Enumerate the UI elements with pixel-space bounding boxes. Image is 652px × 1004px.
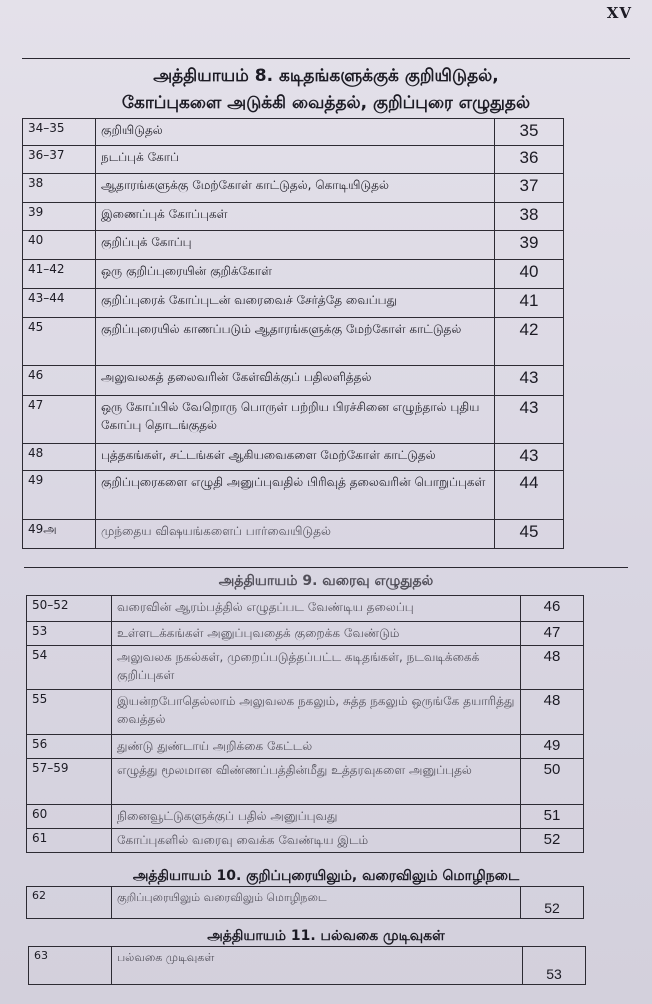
table-row — [27, 596, 584, 622]
section-number: 34–35 — [23, 119, 96, 146]
table-row — [23, 289, 564, 318]
section-title: ஒரு குறிப்புரையின் குறிக்கோள் — [96, 260, 495, 289]
section-title: ஆதாரங்களுக்கு மேற்கோள் காட்டுதல், கொடியிடுதல் — [96, 174, 495, 203]
table-row — [23, 520, 564, 549]
chapter9-title: அத்தியாயம் 9. வரைவு எழுதுதல் — [218, 573, 434, 589]
section-title: குறிப்புரையில் காணப்படும் ஆதாரங்களுக்கு மேற்கோள் காட்டுதல் — [96, 318, 495, 366]
section-title: குறிப்புரையிலும் வரைவிலும் மொழிநடை — [112, 887, 521, 919]
section-number: 43–44 — [23, 289, 96, 318]
section-title: உள்ளடக்கங்கள் அனுப்புவதைக் குறைக்க வேண்டும் — [112, 622, 521, 646]
table-row — [23, 471, 564, 520]
section-number: 40 — [23, 231, 96, 260]
table-row — [23, 366, 564, 396]
page-ref: 52 — [521, 829, 584, 853]
chapter11-contents-table — [28, 946, 586, 985]
chapter10-title: அத்தியாயம் 10. குறிப்புரையிலும், வரைவிலும் மொழிநடை — [132, 868, 520, 884]
section-number: 50–52 — [27, 596, 112, 622]
page-ref: 42 — [495, 318, 564, 366]
section-number: 36–37 — [23, 146, 96, 174]
page-ref: 44 — [495, 471, 564, 520]
table-row — [23, 318, 564, 366]
table-row — [27, 805, 584, 829]
section-title: இயன்றபோதெல்லாம் அலுவலக நகலும், சுத்த நகலும் ஒருங்கே தயாரித்து வைத்தல் — [112, 690, 521, 735]
page-ref: 53 — [523, 947, 586, 985]
section-title: குறிப்புரைக் கோப்புடன் வரைவைச் சேர்த்தே வைப்பது — [96, 289, 495, 318]
page-ref: 45 — [495, 520, 564, 549]
section-number: 53 — [27, 622, 112, 646]
section-title: புத்தகங்கள், சட்டங்கள் ஆகியவைகளை மேற்கோள் காட்டுதல் — [96, 444, 495, 471]
chapter9-contents-table — [26, 595, 584, 853]
section-number: 60 — [27, 805, 112, 829]
page-ref: 47 — [521, 622, 584, 646]
table-row — [29, 947, 586, 985]
table-row — [23, 203, 564, 231]
chapter8-title-line2: கோப்புகளை அடுக்கி வைத்தல், குறிப்புரை எழுதுதல் — [121, 93, 531, 113]
section-number: 49 — [23, 471, 96, 520]
page-ref: 43 — [495, 366, 564, 396]
section-number: 57–59 — [27, 759, 112, 805]
page-number: XV — [606, 4, 632, 22]
table-row — [27, 759, 584, 805]
chapter11-title: அத்தியாயம் 11. பல்வகை முடிவுகள் — [207, 928, 445, 944]
page-ref: 48 — [521, 690, 584, 735]
table-row — [27, 829, 584, 853]
section-number: 39 — [23, 203, 96, 231]
page-ref: 43 — [495, 396, 564, 444]
section-number: 63 — [29, 947, 112, 985]
table-row — [27, 646, 584, 690]
page-ref: 46 — [521, 596, 584, 622]
section-title: துண்டு துண்டாய் அறிக்கை கேட்டல் — [112, 735, 521, 759]
section-number: 47 — [23, 396, 96, 444]
table-row — [23, 119, 564, 146]
section-title: கோப்புகளில் வரைவு வைக்க வேண்டிய இடம் — [112, 829, 521, 853]
section-number: 48 — [23, 444, 96, 471]
section-number: 45 — [23, 318, 96, 366]
section-number: 49அ — [23, 520, 96, 549]
section-title: வரைவின் ஆரம்பத்தில் எழுதப்பட வேண்டிய தலைப்பு — [112, 596, 521, 622]
chapter8-contents-table — [22, 118, 564, 549]
table-row — [27, 887, 584, 919]
section-title: குறியிடுதல் — [96, 119, 495, 146]
section-number: 62 — [27, 887, 112, 919]
chapter8-title-line1: அத்தியாயம் 8. கடிதங்களுக்குக் குறியிடுதல், — [153, 66, 499, 86]
page-ref: 51 — [521, 805, 584, 829]
page-ref: 37 — [495, 174, 564, 203]
page-ref: 50 — [521, 759, 584, 805]
table-row — [27, 735, 584, 759]
section-number: 54 — [27, 646, 112, 690]
page-ref: 52 — [521, 887, 584, 919]
section-title: அலுவலகத் தலைவரின் கேள்விக்குப் பதிலளித்தல் — [96, 366, 495, 396]
page-ref: 43 — [495, 444, 564, 471]
table-row — [23, 231, 564, 260]
section-number: 61 — [27, 829, 112, 853]
section-title: நினைவூட்டுகளுக்குப் பதில் அனுப்புவது — [112, 805, 521, 829]
section-divider — [24, 567, 628, 568]
page-ref: 35 — [495, 119, 564, 146]
section-number: 56 — [27, 735, 112, 759]
table-row — [23, 146, 564, 174]
page-ref: 38 — [495, 203, 564, 231]
section-title: பல்வகை முடிவுகள் — [112, 947, 523, 985]
table-row — [23, 260, 564, 289]
page-ref: 40 — [495, 260, 564, 289]
section-title: முந்தைய விஷயங்களைப் பார்வையிடுதல் — [96, 520, 495, 549]
page-ref: 39 — [495, 231, 564, 260]
page-ref: 48 — [521, 646, 584, 690]
section-number: 55 — [27, 690, 112, 735]
section-title: குறிப்புரைகளை எழுதி அனுப்புவதில் பிரிவுத் தலைவரின் பொறுப்புகள் — [96, 471, 495, 520]
chapter10-contents-table — [26, 886, 584, 919]
section-title: எழுத்து மூலமான விண்ணப்பத்தின்மீது உத்தரவுகளை அனுப்புதல் — [112, 759, 521, 805]
section-title: ஒரு கோப்பில் வேறொரு பொருள் பற்றிய பிரச்சினை எழுந்தால் புதிய கோப்பு தொடங்குதல் — [96, 396, 495, 444]
table-row — [23, 444, 564, 471]
page-ref: 49 — [521, 735, 584, 759]
section-number: 41–42 — [23, 260, 96, 289]
page-ref: 41 — [495, 289, 564, 318]
table-row — [23, 174, 564, 203]
top-rule — [22, 58, 630, 59]
table-row — [23, 396, 564, 444]
page-ref: 36 — [495, 146, 564, 174]
table-row — [27, 690, 584, 735]
section-title: இணைப்புக் கோப்புகள் — [96, 203, 495, 231]
table-row — [27, 622, 584, 646]
section-title: குறிப்புக் கோப்பு — [96, 231, 495, 260]
section-number: 38 — [23, 174, 96, 203]
section-number: 46 — [23, 366, 96, 396]
section-title: நடப்புக் கோப் — [96, 146, 495, 174]
section-title: அலுவலக நகல்கள், முறைப்படுத்தப்பட்ட கடிதங்கள், நடவடிக்கைக் குறிப்புகள் — [112, 646, 521, 690]
